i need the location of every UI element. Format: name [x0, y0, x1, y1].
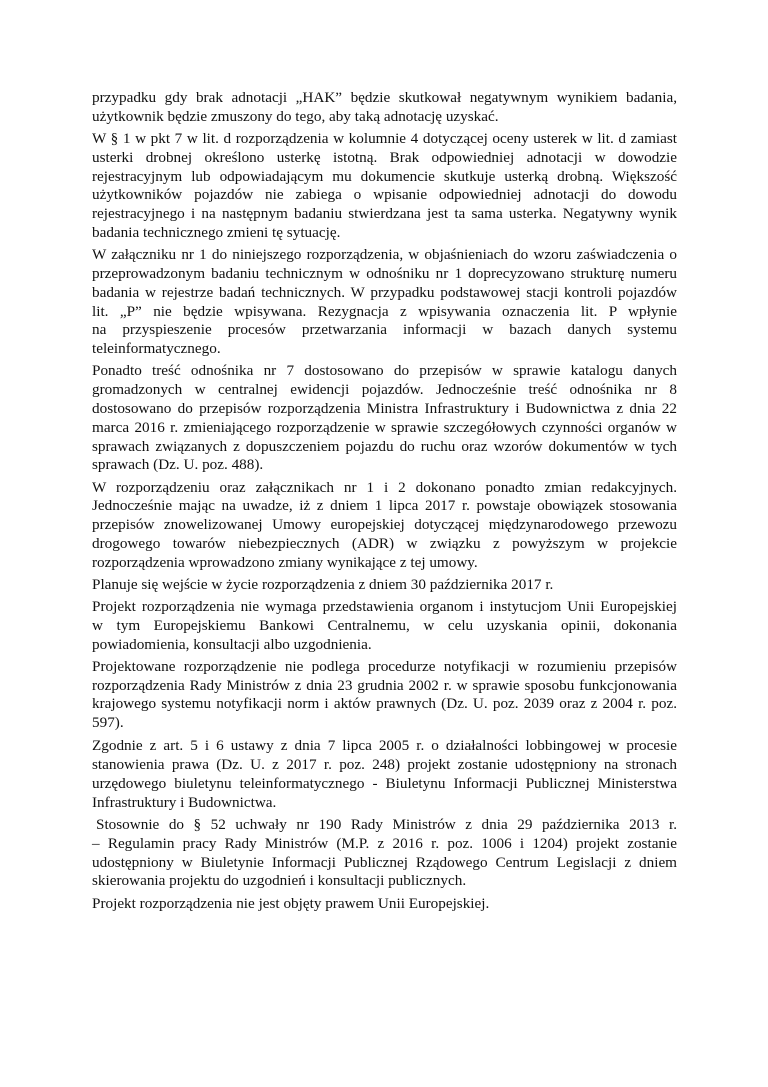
text-line: sprawach związanych z dopuszczeniem pojazdu do ruchu oraz wzorów dokumentów w tych [92, 437, 677, 455]
text-line: stanowienia prawa (Dz. U. z 2017 r. poz. 248) projekt zostanie udostępniony na stronach [92, 756, 677, 774]
text-line: badania technicznego zmieni tę sytuację. [92, 223, 341, 241]
paragraph [92, 576, 677, 595]
paragraph [92, 895, 677, 914]
text-line: W rozporządzeniu oraz załącznikach nr 1 i 2 dokonano ponadto zmian redakcyjnych. [92, 478, 677, 496]
text-line: Projekt rozporządzenia nie wymaga przedstawienia organom i instytucjom Unii Europejskiej [92, 598, 677, 616]
text-line: użytkownik będzie zmuszony do tego, aby taką adnotację uzyskać. [92, 107, 499, 125]
text-line: Projektowane rozporządzenie nie podlega procedurze notyfikacji w rozumieniu przepisów [92, 657, 677, 675]
text-line: przeprowadzonym badaniu technicznym w odnośniku nr 1 doprecyzowano strukturę numeru [92, 264, 677, 282]
text-line: Projekt rozporządzenia nie jest objęty prawem Unii Europejskiej. [92, 894, 490, 912]
text-line: – Regulamin pracy Rady Ministrów (M.P. z 2016 r. poz. 1006 i 1204) projekt zostanie [92, 834, 677, 852]
paragraph [92, 479, 677, 573]
text-line: przepisów znowelizowanej Umowy europejskiej dotyczącej międzynarodowego przewozu [92, 516, 677, 534]
text-line: Stosownie do § 52 uchwały nr 190 Rady Ministrów z dnia 29 października 2013 r. [96, 816, 677, 833]
text-line: gromadzonych w centralnej ewidencji pojazdów. Jednocześnie treść odnośnika nr 8 [92, 381, 677, 399]
text-line: drogowego towarów niebezpiecznych (ADR) w związku z powyższym w projekcie [92, 534, 677, 552]
text-line: przypadku gdy brak adnotacji „HAK” będzie skutkował negatywnym wynikiem badania, [92, 89, 677, 106]
text-line: Jednocześnie mając na uwadze, iż z dniem 1 lipca 2017 r. powstaje obowiązek stosowania [92, 497, 677, 515]
text-line: Ponadto treść odnośnika nr 7 dostosowano do przepisów w sprawie katalogu danych [92, 362, 677, 380]
paragraph [92, 246, 677, 359]
text-line: powiadomienia, konsultacji albo uzgodnienia. [92, 635, 372, 653]
text-line: rejestracyjnym lub odpowiadającym mu dokumencie skutkuje usterką drobną. Większość [92, 167, 677, 185]
text-line: lit. „P” nie będzie wpisywana. Rezygnacja z wpisywania oznaczenia lit. P wpłynie [92, 302, 677, 320]
text-line: 597). [92, 714, 124, 732]
text-line: Planuje się wejście w życie rozporządzenia z dniem 30 października 2017 r. [92, 575, 554, 593]
text-line: W § 1 w pkt 7 w lit. d rozporządzenia w kolumnie 4 dotyczącej oceny usterek w lit. d zamiast [92, 129, 677, 147]
text-line: usterki drobnej określono usterkę istotną. Brak odpowiedniej adnotacji w dowodzie [92, 148, 677, 166]
text-line: Zgodnie z art. 5 i 6 ustawy z dnia 7 lipca 2005 r. o działalności lobbingowej w procesie [92, 737, 677, 755]
text-line: skierowania projektu do uzgodnień i konsultacji publicznych. [92, 872, 467, 890]
paragraph [92, 89, 677, 127]
text-line: w tym Europejskiemu Bankowi Centralnemu, w celu uzyskania opinii, dokonania [92, 616, 677, 634]
text-line: teleinformatycznego. [92, 340, 221, 358]
paragraph [92, 598, 677, 654]
text-line: udostępniony w Biuletynie Informacji Publicznej Rządowego Centrum Legislacji z dniem [92, 853, 677, 871]
text-line: rozporządzenia wprowadzono zmiany wynikające z tej umowy. [92, 553, 478, 571]
text-line: na przyspieszenie procesów przetwarzania informacji w bazach danych systemu [92, 321, 677, 339]
text-line: rejestracyjnego i na następnym badaniu stwierdzana jest ta sama usterka. Negatywny wynik [92, 205, 677, 223]
text-line: W załączniku nr 1 do niniejszego rozporządzenia, w objaśnieniach do wzoru zaświadczenia o [92, 246, 677, 264]
paragraph [92, 658, 677, 733]
paragraph [92, 737, 677, 812]
text-line: badania w rejestrze badań technicznych. W przypadku podstawowej stacji kontroli pojazdów [92, 283, 677, 301]
text-line: urzędowego biuletynu teleinformatycznego - Biuletynu Informacji Publicznej Ministerstwa [92, 775, 677, 793]
text-line: rozporządzenia Rady Ministrów z dnia 23 grudnia 2002 r. w sprawie sposobu funkcjonowania [92, 676, 677, 694]
paragraph [92, 130, 677, 243]
paragraph [92, 362, 677, 475]
text-line: Infrastruktury i Budownictwa. [92, 793, 277, 811]
text-line: sprawach (Dz. U. poz. 488). [92, 456, 264, 474]
text-line: marca 2016 r. zmieniającego rozporządzenie w sprawie szczegółowych czynności organów w [92, 418, 677, 436]
text-line: krajowego systemu notyfikacji norm i aktów prawnych (Dz. U. poz. 2039 oraz z 2004 r. poz. [92, 695, 677, 713]
text-line: użytkowników pojazdów nie zabiega o wpisanie odpowiedniej adnotacji do dowodu [92, 186, 677, 204]
paragraph [92, 816, 677, 891]
text-line: dostosowano do przepisów rozporządzenia Ministra Infrastruktury i Budownictwa z dnia 22 [92, 399, 677, 417]
